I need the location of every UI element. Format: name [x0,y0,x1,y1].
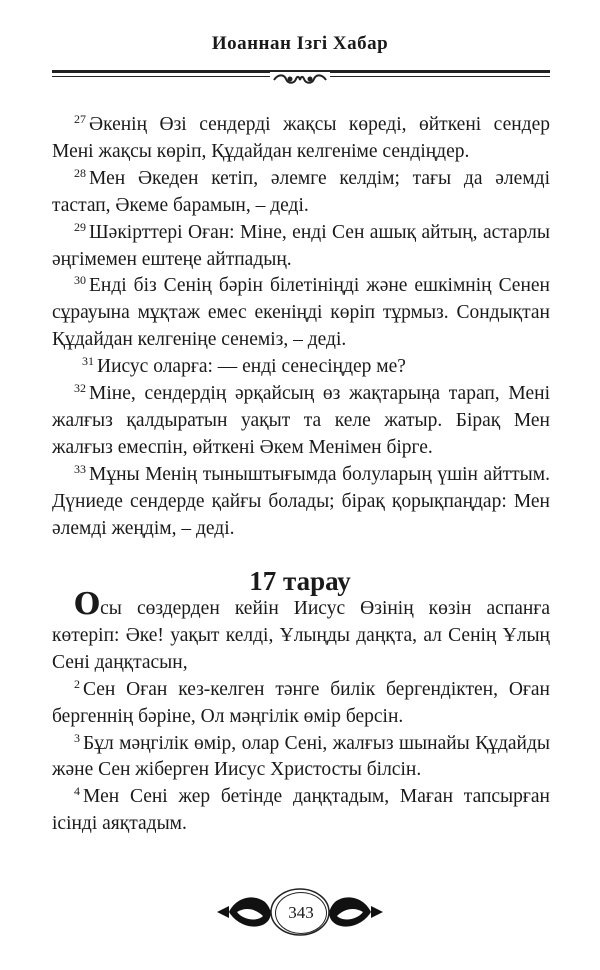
verse-number: 30 [74,273,86,288]
verse-number: 4 [74,784,80,799]
verse-text: Мені жақсы көріп, Құдайдан келгеніме сендіңдер. [52,140,470,162]
verse-number: 28 [74,165,86,180]
verse-29 [52,220,550,274]
verse-text: Мен Сені жер бетінде даңқтадым, Маған тапсырған [83,786,550,808]
verse-text: Енді біз Сенің бәрін білетініңді және ешкімнің Сенен [89,275,550,297]
verse-number: 2 [74,676,80,691]
verse-text: Мен Әкеден кетіп, әлемге келдім; тағы да әлемді [89,167,550,189]
verse-number: 27 [74,112,86,126]
verse-text: жалғыз емеспін, өйткені Әкем Менімен бірге. [52,436,433,458]
chapter-body [52,587,550,838]
verse-30 [52,273,550,354]
verse-32 [52,381,550,462]
verses-block-top [52,112,550,543]
verse-28 [52,166,550,220]
verse-3 [52,731,550,785]
verse-text: тастап, Әкеме барамын, – деді. [52,194,309,216]
verse-number: 31 [82,354,94,369]
verse-27 [52,112,550,166]
chapter-heading: 17 тарау [249,566,351,596]
verse-text: Бұл мәңгілік өмір, олар Сені, жалғыз шынайы Құдайды [83,732,550,754]
page-number: 343 [275,892,327,934]
page-footer [215,888,385,936]
chapter-opening [52,587,550,677]
ornament-icon [270,72,330,88]
verse-text: бергеннің бәріне, Ол мәңгілік өмір берсін. [52,705,404,727]
verse-text: Мұны Менің тыныштығымда болуларың үшін айттым. [89,463,550,485]
verse-text: Дүниеде сендерде қайғы болады; бірақ қорықпаңдар: Мен [52,490,550,512]
drop-cap: О [74,587,101,622]
verse-text: ісінді аяқтадым. [52,813,187,835]
verse-text: Міне, сендердің әрқайсың өз жақтарыңа тарап, Мені [89,383,550,405]
verse-number: 29 [74,219,86,234]
verse-number: 33 [74,461,86,476]
verse-text: Сен Оған кез-келген тәнге билік бергендіктен, Оған [83,678,550,700]
verse-text: сы сөздерден кейін Иисус Өзінің көзін аспанға [100,598,550,619]
verse-text: көтеріп: Әке! уақыт келді, Ұлыңды даңқта, ал Сенің Ұлың [52,624,550,646]
verse-text: Шәкірттері Оған: Міне, енді Сен ашық айтың, астарлы [89,221,550,243]
verse-2 [52,677,550,731]
verse-text: әлемді жеңдім, – деді. [52,517,235,539]
running-header: Иоаннан Ізгі Хабар [211,33,389,54]
verse-33 [52,462,550,543]
verse-text: Сені даңқтасын, [52,651,188,673]
verse-text: және Сен жіберген Иисус Христосты білсін. [52,759,422,781]
verse-text: жалғыз қалдыратын уақыт та келе жатыр. Бірақ Мен [52,409,550,431]
verse-number: 32 [74,381,86,396]
verse-text: Әкенің Өзі сендерді жақсы көреді, өйткені сендер [89,114,550,135]
verse-text: Иисус оларға: — енді сенесіңдер ме? [97,356,406,378]
verse-number: 3 [74,730,80,745]
verse-31 [52,354,550,381]
verse-text: сұрауына мұқтаж емес екеніңді көріп тұрмыз. Сондықтан [52,302,550,324]
verse-4 [52,784,550,838]
verse-text: әңгімемен ештеңе айтпадың. [52,248,292,270]
verse-text: Құдайдан келгеніңе сенеміз, – деді. [52,329,347,351]
